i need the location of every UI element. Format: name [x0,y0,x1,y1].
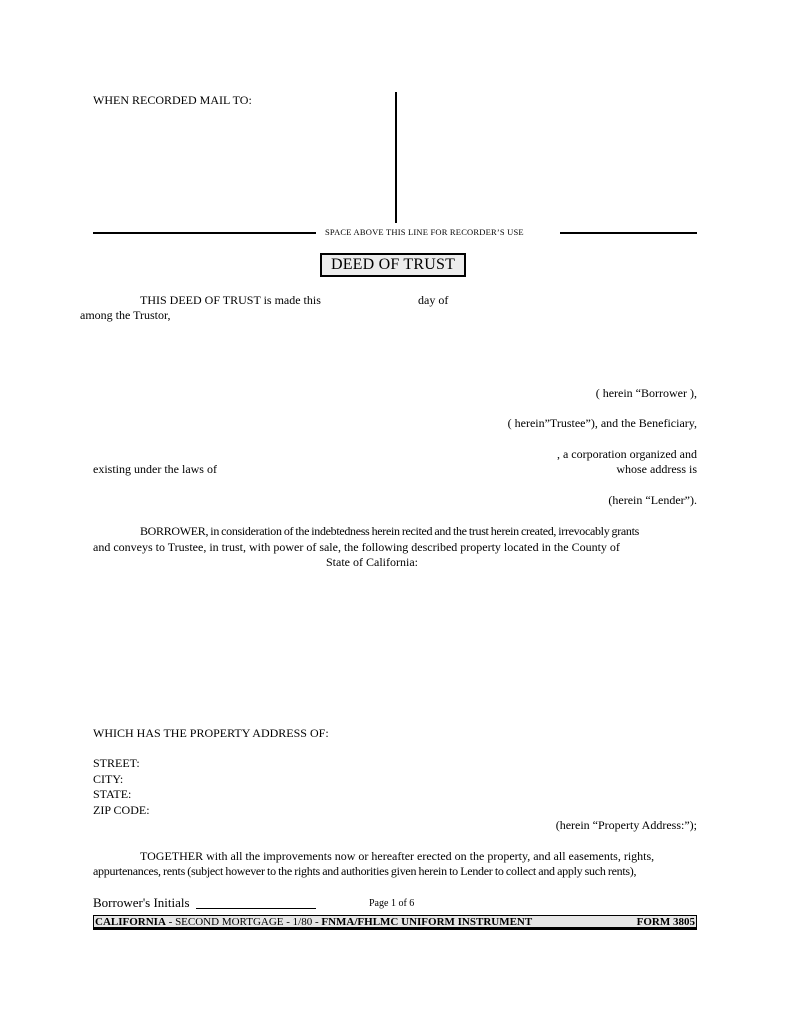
intro-trustor: among the Trustor, [80,308,171,322]
grant-line-2: and conveys to Trustee, in trust, with power of sale, the following described property located in the County of [93,540,620,554]
borrower-initials-line [196,908,316,909]
form-footer-bar [93,915,697,930]
recorder-note: SPACE ABOVE THIS LINE FOR RECORDER’S USE [325,227,524,237]
intro-made-this: THIS DEED OF TRUST is made this [140,293,321,307]
property-zip-label: ZIP CODE: [93,803,150,817]
document-title: DEED OF TRUST [330,256,456,273]
together-line-1: TOGETHER with all the improvements now or hereafter erected on the property, and all easements, rights, [140,849,655,863]
borrower-initials-label: Borrower's Initials [93,895,190,910]
intro-lender: (herein “Lender”). [608,493,697,507]
property-city-label: CITY: [93,772,124,786]
footer-mortgage-info: - SECOND MORTGAGE - 1/80 - [165,916,322,928]
property-heading: WHICH HAS THE PROPERTY ADDRESS OF: [93,726,329,740]
grant-line-1: BORROWER, in consideration of the indebtedness herein recited and the trust herein created, irrevocably grants [140,524,639,538]
recorder-line-right [560,232,697,234]
recorder-line-left [93,232,316,234]
intro-borrower: ( herein “Borrower ), [595,386,697,400]
property-street-label: STREET: [93,756,140,770]
page-number: Page 1 of 6 [369,898,415,909]
intro-trustee: ( herein”Trustee”), and the Beneficiary, [507,416,697,430]
intro-whose-address: whose address is [616,462,697,476]
together-line-2: appurtenances, rents (subject however to the rights and authorities given herein to Lender to collect and apply such rents), [93,864,637,878]
footer-uniform-instrument: FNMA/FHLMC UNIFORM INSTRUMENT [321,916,533,928]
form-number: FORM 3805 [636,916,695,928]
mail-to-label: WHEN RECORDED MAIL TO: [93,93,252,107]
header-divider-vertical [395,92,397,223]
grant-line-3: State of California: [326,555,418,569]
intro-day-of: day of [418,293,449,307]
property-state-label: STATE: [93,787,132,801]
footer-state: CALIFORNIA [95,916,166,928]
property-herein: (herein “Property Address:”); [555,818,697,832]
document-title-box [320,253,466,277]
intro-corporation: , a corporation organized and [556,447,697,461]
intro-existing-laws: existing under the laws of [93,462,217,476]
